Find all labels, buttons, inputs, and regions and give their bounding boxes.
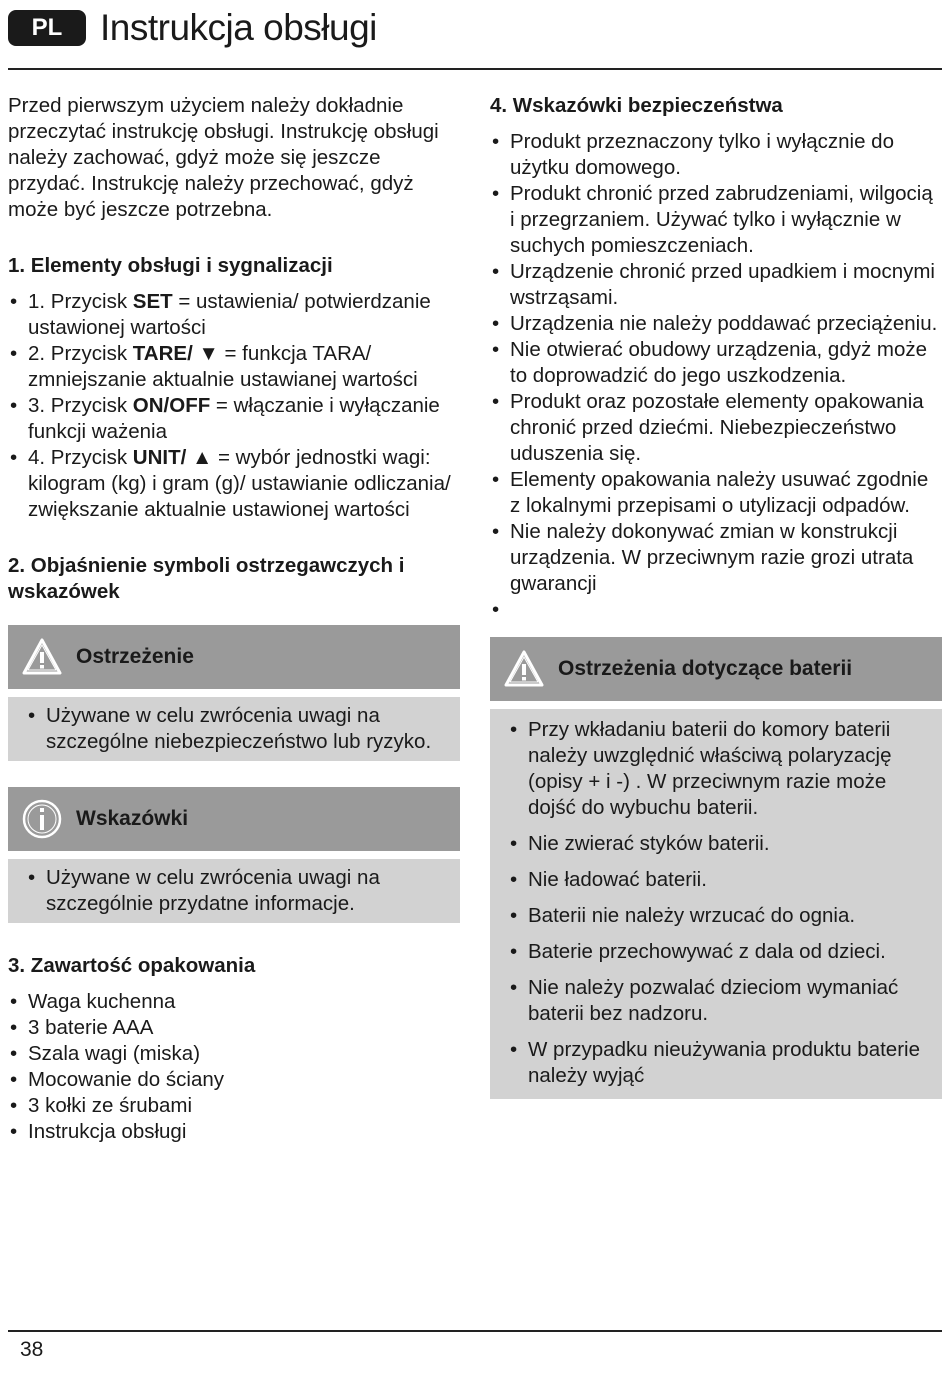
list-item: • Nie należy dokonywać zmian w konstrukcji urządzenia. W przeciwnym razie grozi utrata gwarancji bbox=[490, 519, 942, 597]
left-column bbox=[8, 93, 460, 1145]
list-item: • 1. Przycisk SET = ustawienia/ potwierdzanie ustawionej wartości bbox=[8, 289, 460, 341]
list-item: • Urządzenie chronić przed upadkiem i mocnymi wstrząsami. bbox=[490, 259, 942, 311]
section3-heading: 3. Zawartość opakowania bbox=[8, 954, 256, 977]
info-circle-icon bbox=[22, 799, 62, 839]
list-item: • W przypadku nieużywania produktu baterie należy wyjąć bbox=[508, 1037, 928, 1089]
info-box-body bbox=[8, 859, 460, 923]
list-item: • Nie należy pozwalać dzieciom wymaniać baterii bez nadzoru. bbox=[508, 975, 928, 1027]
list-item: • Produkt przeznaczony tylko i wyłącznie do użytku domowego. bbox=[490, 129, 942, 181]
battery-warning-body bbox=[490, 709, 942, 1099]
warning-box-body bbox=[8, 697, 460, 761]
list-item: • 2. Przycisk TARE/ ▼ = funkcja TARA/ zmniejszanie aktualnie ustawianej wartości bbox=[8, 341, 460, 393]
list-item: • Nie otwierać obudowy urządzenia, gdyż może to doprowadzić do jego uszkodzenia. bbox=[490, 337, 942, 389]
page-header bbox=[8, 8, 377, 48]
page-number: 38 bbox=[20, 1338, 44, 1361]
list-item: • 3. Przycisk ON/OFF = włączanie i wyłączanie funkcji ważenia bbox=[8, 393, 460, 445]
warning-label: Ostrzeżenie bbox=[76, 645, 194, 668]
warning-triangle-icon bbox=[22, 637, 62, 677]
top-rule bbox=[8, 68, 942, 70]
warning-triangle-icon bbox=[504, 649, 544, 689]
document-title: Instrukcja obsługi bbox=[100, 7, 377, 48]
battery-warning-label: Ostrzeżenia dotyczące baterii bbox=[558, 657, 853, 680]
right-column bbox=[490, 93, 942, 1099]
list-item: • 4. Przycisk UNIT/ ▲ = wybór jednostki wagi: kilogram (kg) i gram (g)/ ustawianie odliczania/ zwiększanie aktualnie ustawionej wartości bbox=[8, 445, 460, 523]
list-item bbox=[490, 597, 942, 623]
bottom-rule bbox=[8, 1330, 942, 1332]
list-item: • Szala wagi (miska) bbox=[8, 1041, 460, 1067]
section1-heading: 1. Elementy obsługi i sygnalizacji bbox=[8, 254, 333, 277]
section4-heading: 4. Wskazówki bezpieczeństwa bbox=[490, 94, 783, 117]
info-box-header bbox=[8, 787, 460, 851]
list-item: • Nie zwierać styków baterii. bbox=[508, 831, 928, 857]
package-contents-list bbox=[8, 989, 460, 1145]
list-item: • Produkt chronić przed zabrudzeniami, wilgocią i przegrzaniem. Używać tylko i wyłącznie w suchych pomieszczeniach. bbox=[490, 181, 942, 259]
list-item: • Nie ładować baterii. bbox=[508, 867, 928, 893]
battery-warning-header bbox=[490, 637, 942, 701]
list-item: • Mocowanie do ściany bbox=[8, 1067, 460, 1093]
list-item: • Produkt oraz pozostałe elementy opakowania chronić przed dziećmi. Niebezpieczeństwo uduszenia się. bbox=[490, 389, 942, 467]
list-item: • Waga kuchenna bbox=[8, 989, 460, 1015]
list-item: • Używane w celu zwrócenia uwagi na szczególnie przydatne informacje. bbox=[26, 865, 450, 917]
list-item: • 3 baterie AAA bbox=[8, 1015, 460, 1041]
list-item: • Przy wkładaniu baterii do komory baterii należy uwzględnić właściwą polaryzację (opisy + i -) . W przeciwnym razie może dojść do wybuchu baterii. bbox=[508, 717, 928, 821]
list-item: • Elementy opakowania należy usuwać zgodnie z lokalnymi przepisami o utylizacji odpadów. bbox=[490, 467, 942, 519]
section2-heading: 2. Objaśnienie symboli ostrzegawczych i wskazówek bbox=[8, 554, 405, 603]
list-item: • Używane w celu zwrócenia uwagi na szczególne niebezpieczeństwo lub ryzyko. bbox=[26, 703, 450, 755]
intro-paragraph: Przed pierwszym użyciem należy dokładnie przeczytać instrukcję obsługi. Instrukcję obsługi należy zachować, gdyż może się jeszcze przydać. Instrukcję należy przechować, gdyż może być jeszcze potrzebna. bbox=[8, 94, 439, 221]
list-item: • Urządzenia nie należy poddawać przeciążeniu. bbox=[490, 311, 942, 337]
list-item: • Baterii nie należy wrzucać do ognia. bbox=[508, 903, 928, 929]
info-label: Wskazówki bbox=[76, 807, 189, 830]
list-item: • Baterie przechowywać z dala od dzieci. bbox=[508, 939, 928, 965]
controls-list bbox=[8, 289, 460, 523]
safety-list bbox=[490, 129, 942, 623]
list-item: • Instrukcja obsługi bbox=[8, 1119, 460, 1145]
warning-box-header bbox=[8, 625, 460, 689]
list-item: • 3 kołki ze śrubami bbox=[8, 1093, 460, 1119]
language-badge: PL bbox=[8, 10, 86, 46]
